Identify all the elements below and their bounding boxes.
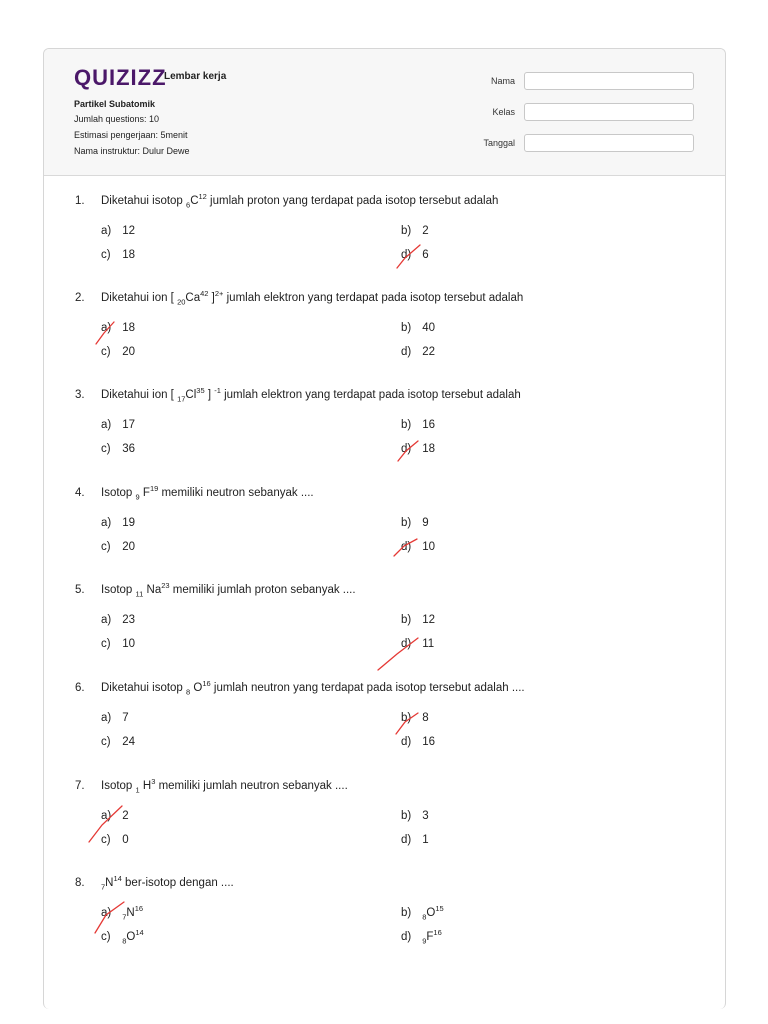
question-number: 3. [75,389,85,401]
date-label: Tanggal [483,138,515,148]
option-d[interactable]: d) $_9F^{16}$ [401,928,442,946]
question-number: 8. [75,877,85,889]
option-b[interactable]: b) $_8O^{15}$ [401,904,444,922]
option-a[interactable]: a) 7 [101,712,129,724]
doc-type-label: Lembar kerja [164,71,227,82]
question-number: 6. [75,682,85,694]
question-number: 5. [75,584,85,596]
option-a[interactable]: a) 17 [101,419,135,431]
option-a[interactable]: a) 23 [101,614,135,626]
option-c[interactable]: c) 20 [101,346,135,358]
option-d[interactable]: d) 10 [401,541,435,553]
time-estimate: Estimasi pengerjaan: 5menit [74,130,188,140]
instructor-name: Nama instruktur: Dulur Dewe [74,146,190,156]
class-label: Kelas [492,107,515,117]
option-d[interactable]: d) 16 [401,736,435,748]
option-b[interactable]: b) 16 [401,419,435,431]
question-number: 7. [75,780,85,792]
option-a[interactable]: a) 2 [101,810,129,822]
option-c[interactable]: c) 20 [101,541,135,553]
option-d[interactable]: d) 18 [401,443,435,455]
option-b[interactable]: b) 2 [401,225,429,237]
questions-count: Jumlah questions: 10 [74,114,160,124]
option-a[interactable]: a) 19 [101,517,135,529]
question-number: 4. [75,487,85,499]
name-field[interactable] [524,72,694,90]
option-d[interactable]: d) 6 [401,249,429,261]
option-c[interactable]: c) 10 [101,638,135,650]
question-number: 2. [75,292,85,304]
option-a[interactable]: a) 18 [101,322,135,334]
option-a[interactable]: a) $_7N^{16}$ [101,904,144,922]
option-b[interactable]: b) 3 [401,810,429,822]
question-text: Isotop $_1$ $H^3$ memiliki jumlah neutron sebanyak .... [101,777,348,795]
option-a[interactable]: a) 12 [101,225,135,237]
worksheet-title: Partikel Subatomik [74,99,156,109]
question-number: 1. [75,195,85,207]
option-c[interactable]: c) 24 [101,736,135,748]
option-c[interactable]: c) 36 [101,443,135,455]
worksheet [43,48,726,1009]
option-b[interactable]: b) 9 [401,517,429,529]
option-b[interactable]: b) 8 [401,712,429,724]
question-text: Diketahui isotop $_6C^{12}$ jumlah proton yang terdapat pada isotop tersebut adalah [101,192,499,210]
option-c[interactable]: c) $_8O^{14}$ [101,928,144,946]
option-d[interactable]: d) 1 [401,834,429,846]
option-d[interactable]: d) 22 [401,346,435,358]
option-b[interactable]: b) 40 [401,322,435,334]
option-c[interactable]: c) 18 [101,249,135,261]
question-text: Isotop $_{11}$ Na$^{23}$ memiliki jumlah proton sebanyak .... [101,581,356,599]
option-c[interactable]: c) 0 [101,834,129,846]
name-label: Nama [490,76,515,86]
quizizz-logo: QUIZIZZ [74,65,167,90]
question-text: Isotop $_9$ $F^{19}$ memiliki neutron sebanyak .... [101,484,314,502]
option-d[interactable]: d) 11 [401,638,435,650]
question-text: Diketahui ion [ $_{17}Cl^{35}$ ] $^{-1}$ jumlah elektron yang terdapat pada isotop tersebut adalah [101,386,521,404]
date-field[interactable] [524,134,694,152]
class-field[interactable] [524,103,694,121]
question-text: Diketahui ion [ $_{20}Ca^{42}$ ]$^{2+}$ jumlah elektron yang terdapat pada isotop tersebut adalah [101,289,524,307]
question-text: $_7N^{14}$ ber-isotop dengan .... [101,874,234,892]
option-b[interactable]: b) 12 [401,614,435,626]
worksheet-header [44,49,725,176]
question-text: Diketahui isotop $_8$ $O^{16}$ jumlah neutron yang terdapat pada isotop tersebut adalah .... [101,679,525,697]
